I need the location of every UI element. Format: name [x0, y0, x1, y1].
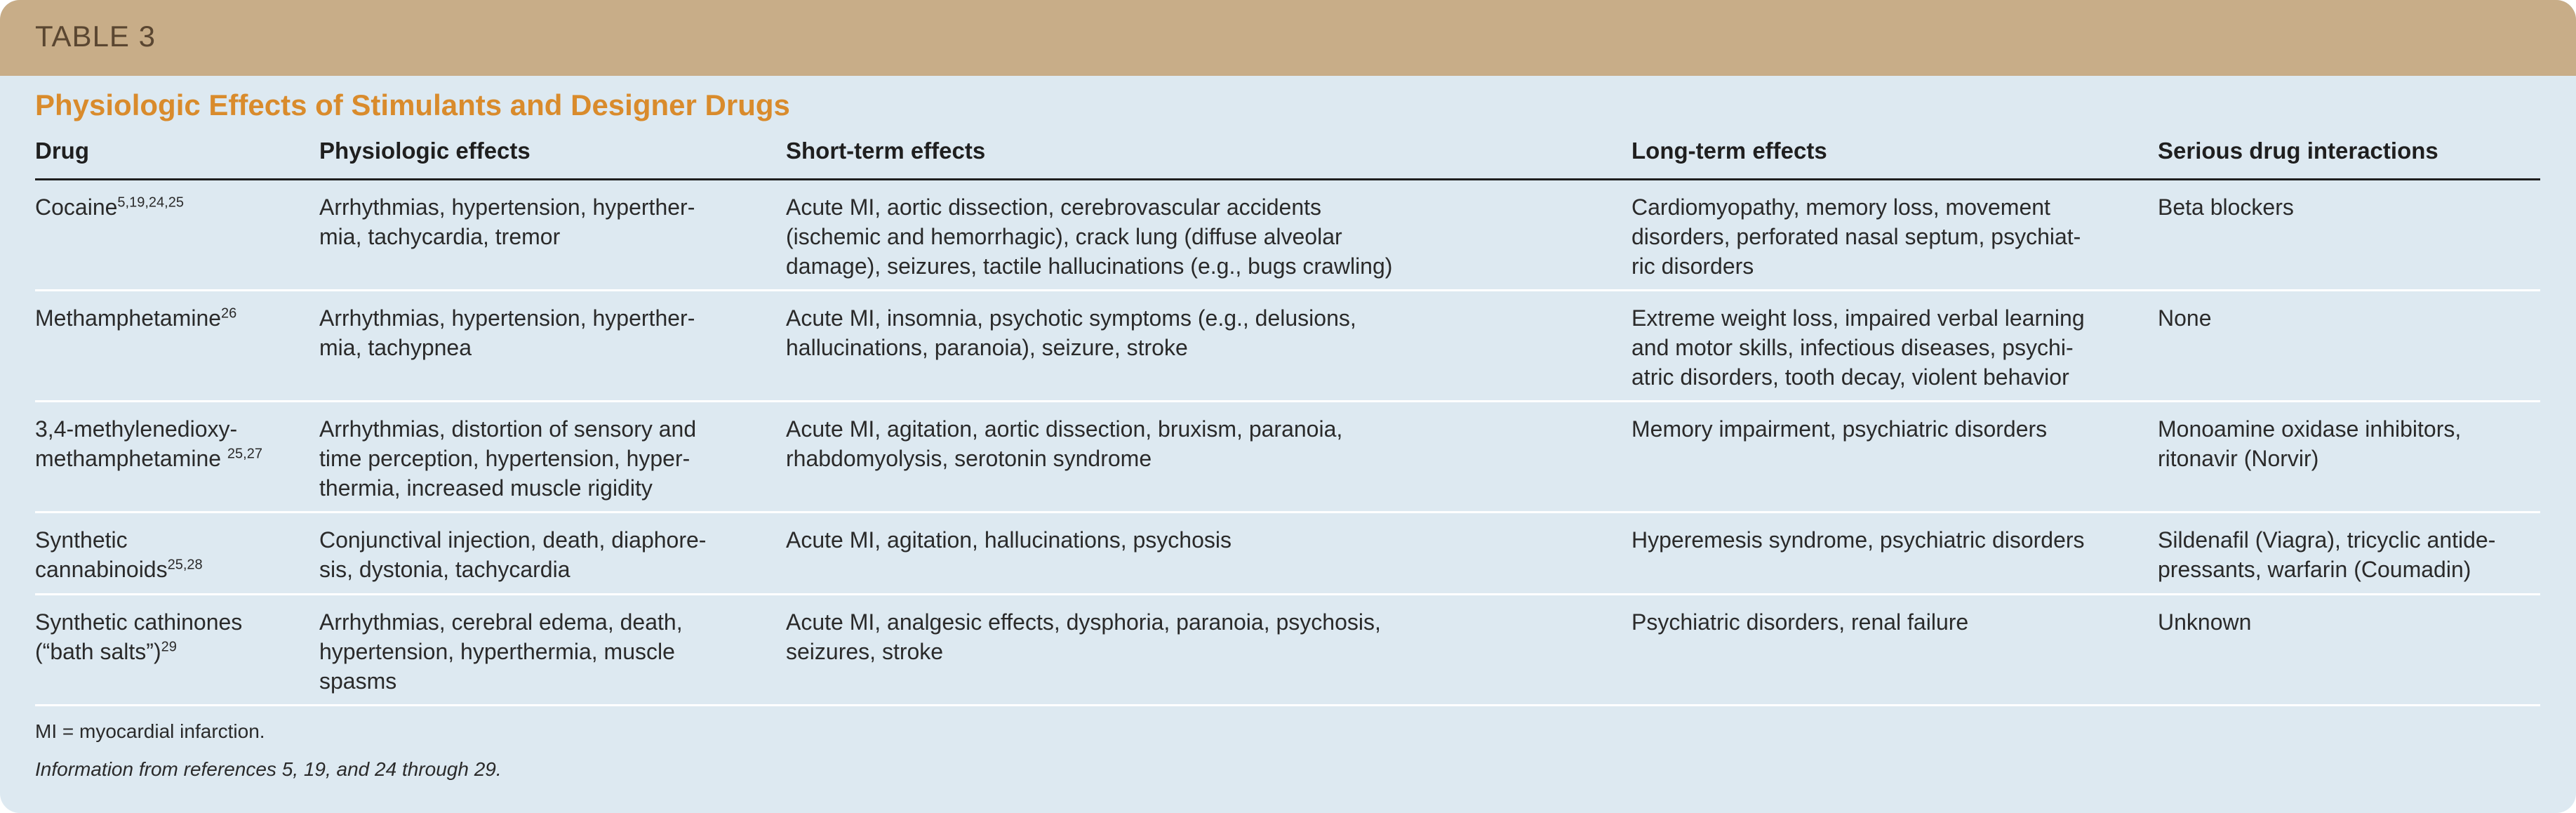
drug-name-line: (“bath salts”): [35, 639, 161, 664]
text-line: Sildenafil (Viagra), tricyclic antide-: [2158, 527, 2496, 553]
text-line: Acute MI, agitation, hallucinations, psychosis: [786, 527, 1232, 553]
text-line: Arrhythmias, hypertension, hyperther-: [319, 305, 695, 331]
physiologic-effects-cell: [319, 414, 696, 503]
text-line: Beta blockers: [2158, 194, 2294, 220]
short-term-effects-cell: [786, 414, 1342, 473]
text-line: sis, dystonia, tachycardia: [319, 557, 570, 582]
physiologic-effects-cell: [319, 525, 706, 584]
text-line: Arrhythmias, distortion of sensory and: [319, 416, 697, 442]
text-line: Extreme weight loss, impaired verbal learning: [1631, 305, 2085, 331]
text-line: mia, tachycardia, tremor: [319, 224, 561, 249]
text-line: Arrhythmias, cerebral edema, death,: [319, 609, 683, 635]
row-divider: [35, 511, 2540, 513]
column-header-serious-drug-interactions: Serious drug interactions: [2158, 138, 2438, 164]
text-line: Acute MI, analgesic effects, dysphoria, paranoia, psychosis,: [786, 609, 1381, 635]
text-line: Unknown: [2158, 609, 2252, 635]
row-divider: [35, 593, 2540, 595]
drug-name-line: cannabinoids: [35, 557, 168, 582]
text-line: disorders, perforated nasal septum, psychiat-: [1631, 224, 2081, 249]
short-term-effects-cell: [786, 303, 1356, 362]
text-line: None: [2158, 305, 2212, 331]
column-header-physiologic-effects: Physiologic effects: [319, 138, 530, 164]
text-line: Monoamine oxidase inhibitors,: [2158, 416, 2462, 442]
drug-name-line: Synthetic cathinones: [35, 609, 243, 635]
drug-name-line: Methamphetamine: [35, 305, 222, 331]
text-line: Acute MI, aortic dissection, cerebrovascular accidents: [786, 194, 1321, 220]
row-divider: [35, 400, 2540, 402]
drug-name-line: methamphetamine: [35, 446, 227, 471]
drug-cell: [35, 607, 242, 666]
text-line: hallucinations, paranoia), seizure, stroke: [786, 335, 1188, 360]
drug-cell: [35, 525, 203, 584]
table-title: Physiologic Effects of Stimulants and Designer Drugs: [35, 88, 790, 121]
drug-name-line-with-refs: [35, 555, 203, 584]
drug-name-line: Cocaine: [35, 194, 118, 220]
text-line: Acute MI, insomnia, psychotic symptoms (e.g., delusions,: [786, 305, 1356, 331]
text-line: damage), seizures, tactile hallucinations (e.g., bugs crawling): [786, 253, 1393, 279]
text-line: seizures, stroke: [786, 639, 944, 664]
text-line: mia, tachypnea: [319, 335, 472, 360]
text-line: hypertension, hyperthermia, muscle: [319, 639, 675, 664]
long-term-effects-cell: [1631, 525, 2085, 555]
drug-interactions-cell: [2158, 192, 2294, 222]
text-line: Cardiomyopathy, memory loss, movement: [1631, 194, 2050, 220]
text-line: atric disorders, tooth decay, violent behavior: [1631, 364, 2069, 390]
abbreviation-footnote: MI = myocardial infarction.: [35, 720, 265, 742]
reference-superscript: 25,27: [227, 446, 262, 462]
drug-name-line-with-refs: [35, 637, 242, 666]
reference-superscript: 26: [221, 305, 237, 322]
text-line: Arrhythmias, hypertension, hyperther-: [319, 194, 695, 220]
long-term-effects-cell: [1631, 607, 1968, 637]
text-line: pressants, warfarin (Coumadin): [2158, 557, 2471, 582]
short-term-effects-cell: [786, 607, 1381, 666]
long-term-effects-cell: [1631, 303, 2085, 392]
table-header-bar: [0, 0, 2576, 76]
drug-cell: [35, 303, 236, 333]
short-term-effects-cell: [786, 525, 1232, 555]
reference-superscript: 25,28: [167, 557, 203, 573]
long-term-effects-cell: [1631, 192, 2081, 281]
text-line: Hyperemesis syndrome, psychiatric disorders: [1631, 527, 2085, 553]
physiologic-effects-cell: [319, 303, 695, 362]
drug-name-line-with-refs: [35, 444, 262, 473]
drug-interactions-cell: [2158, 525, 2495, 584]
drug-name-line: Synthetic: [35, 527, 128, 553]
drug-interactions-cell: [2158, 303, 2212, 333]
column-header-long-term-effects: Long-term effects: [1631, 138, 1827, 164]
source-footnote: Information from references 5, 19, and 24 through 29.: [35, 758, 502, 780]
text-line: ritonavir (Norvir): [2158, 446, 2319, 471]
drug-cell: [35, 414, 262, 473]
reference-superscript: 29: [161, 639, 177, 655]
short-term-effects-cell: [786, 192, 1392, 281]
text-line: spasms: [319, 668, 397, 694]
text-line: Memory impairment, psychiatric disorders: [1631, 416, 2048, 442]
text-line: and motor skills, infectious diseases, psychi-: [1631, 335, 2074, 360]
header-divider: [35, 178, 2540, 180]
physiologic-effects-cell: [319, 192, 695, 251]
row-divider: [35, 704, 2540, 706]
table-number-label: TABLE 3: [35, 20, 156, 53]
text-line: (ischemic and hemorrhagic), crack lung (diffuse alveolar: [786, 224, 1342, 249]
column-header-drug: Drug: [35, 138, 89, 164]
drug-name-line: 3,4-methylenedioxy-: [35, 416, 238, 442]
text-line: thermia, increased muscle rigidity: [319, 475, 653, 501]
text-line: Acute MI, agitation, aortic dissection, bruxism, paranoia,: [786, 416, 1343, 442]
drug-cell: [35, 192, 184, 222]
drug-interactions-cell: [2158, 607, 2251, 637]
text-line: Psychiatric disorders, renal failure: [1631, 609, 1969, 635]
drug-interactions-cell: [2158, 414, 2461, 473]
column-header-short-term-effects: Short-term effects: [786, 138, 986, 164]
row-divider: [35, 289, 2540, 291]
reference-superscript: 5,19,24,25: [117, 194, 184, 211]
text-line: Conjunctival injection, death, diaphore-: [319, 527, 707, 553]
text-line: time perception, hypertension, hyper-: [319, 446, 690, 471]
text-line: ric disorders: [1631, 253, 1754, 279]
long-term-effects-cell: [1631, 414, 2047, 444]
text-line: rhabdomyolysis, serotonin syndrome: [786, 446, 1152, 471]
physiologic-effects-cell: [319, 607, 683, 696]
